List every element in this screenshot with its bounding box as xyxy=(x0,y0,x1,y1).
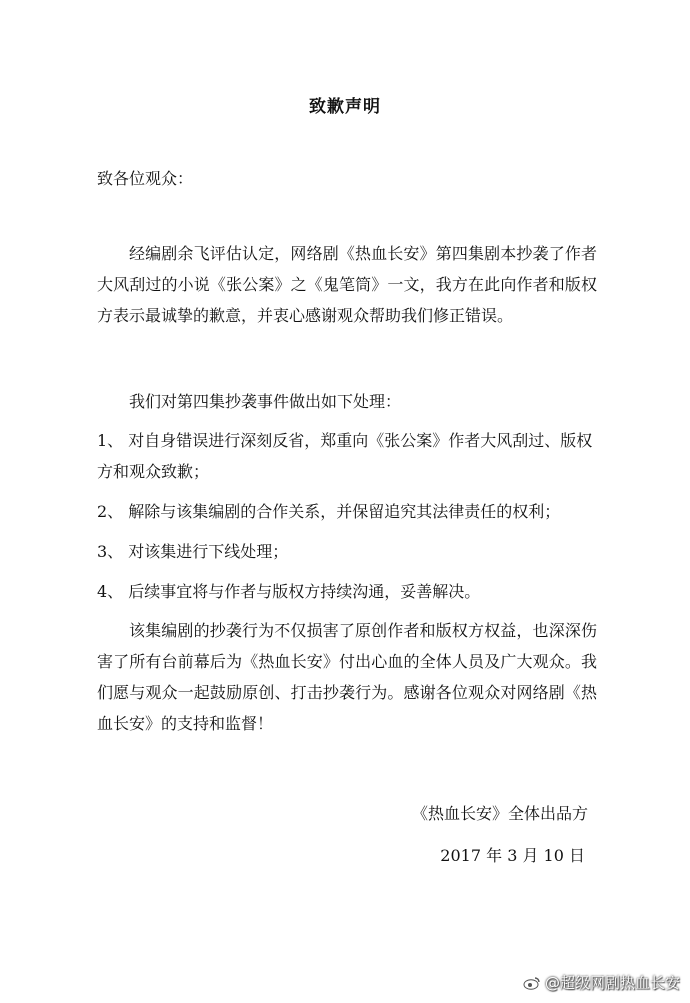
list-item: 4、 后续事宜将与作者与版权方持续沟通，妥善解决。 xyxy=(97,582,481,601)
watermark xyxy=(523,972,680,993)
document-title: 致歉声明 xyxy=(309,97,381,117)
watermark-text: @超级网剧热血长安 xyxy=(544,974,680,992)
list-item: 3、 对该集进行下线处理； xyxy=(97,542,289,561)
paragraph-3: 该集编剧的抄袭行为不仅损害了原创作者和版权方权益，也深深伤害了所有台前幕后为《热血长安》付出心血的全体人员及广大观众。我们愿与观众一起鼓励原创、打击抄袭行为。感谢各位观众对网络剧《热血长安》的支持和监督！ xyxy=(97,621,597,733)
list-item: 2、 解除与该集编剧的合作关系，并保留追究其法律责任的权利； xyxy=(97,502,561,521)
document-date: 2017 年 3 月 10 日 xyxy=(440,846,585,865)
salutation: 致各位观众： xyxy=(97,169,194,188)
signature: 《热血长安》全体出品方 xyxy=(411,804,588,823)
paragraph-2: 我们对第四集抄袭事件做出如下处理： xyxy=(129,392,402,411)
measures-list xyxy=(97,425,602,616)
list-item: 1、 对自身错误进行深刻反省，郑重向《张公案》作者大风刮过、版权方和观众致歉； xyxy=(97,431,593,481)
weibo-icon xyxy=(523,976,541,990)
paragraph-1: 经编剧余飞评估认定，网络剧《热血长安》第四集剧本抄袭了作者大风刮过的小说《张公案》之《鬼笔筒》一文，我方在此向作者和版权方表示最诚挚的歉意，并衷心感谢观众帮助我们修正错误。 xyxy=(97,244,597,325)
